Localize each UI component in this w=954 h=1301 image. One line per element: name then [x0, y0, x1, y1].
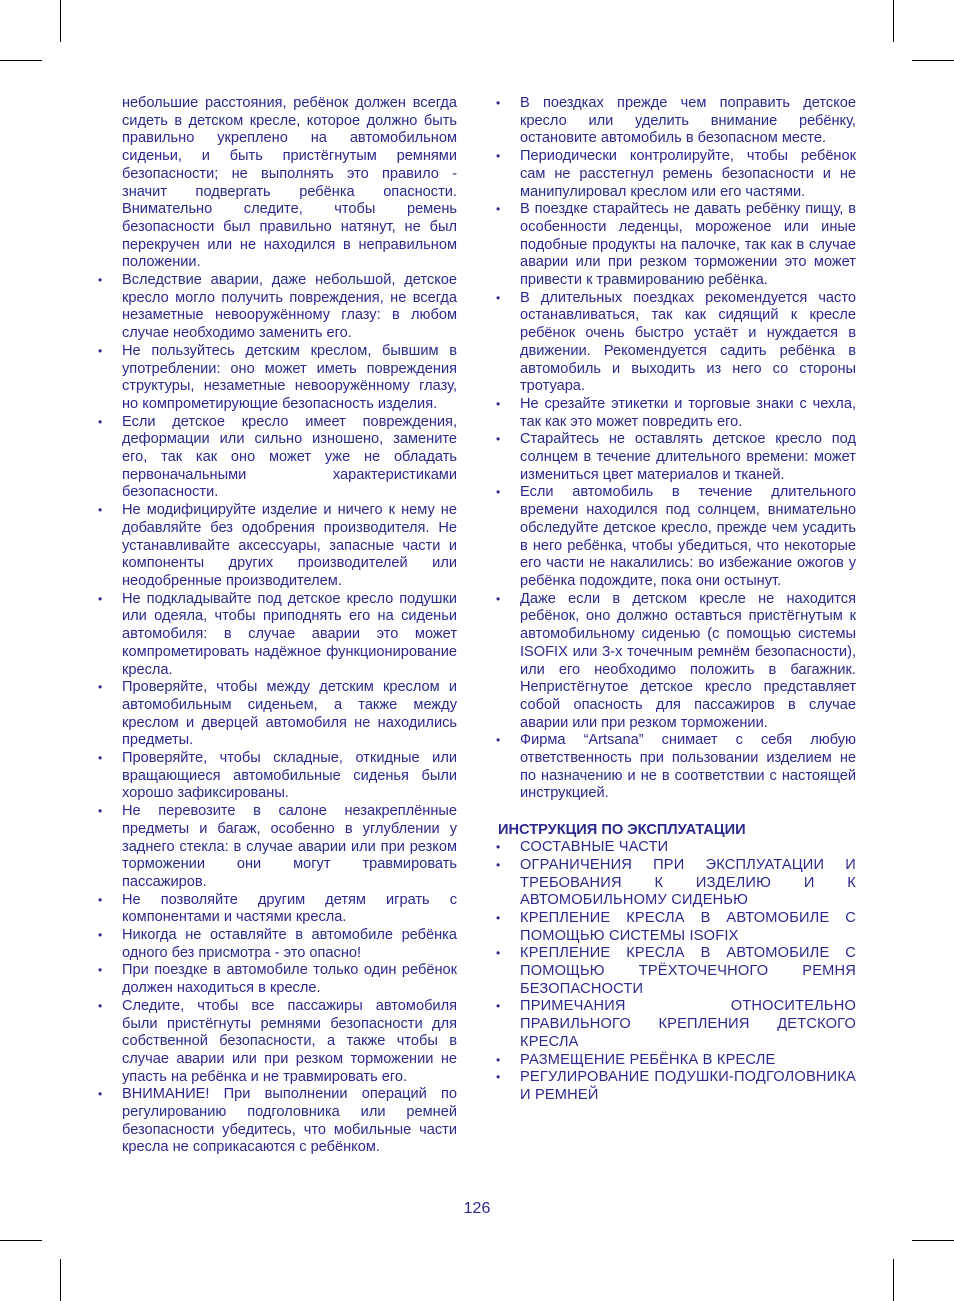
contents-item: • СОСТАВНЫЕ ЧАСТИ	[520, 839, 856, 857]
crop-mark-bottom-left-h	[0, 1240, 42, 1241]
left-column	[122, 95, 457, 1157]
contents-item: • РАЗМЕЩЕНИЕ РЕБЁНКА В КРЕСЛЕ	[520, 1052, 856, 1070]
list-item: • Не подкладывайте под детское кресло подушки или одеяла, чтобы приподнять его на сиденьи автомобиля: в случае аварии это может компрометировать надёжное функционирование кресла.	[122, 591, 457, 680]
right-column	[498, 95, 856, 1105]
contents-item: • РЕГУЛИРОВАНИЕ ПОДУШКИ-ПОДГОЛОВНИКА И РЕМНЕЙ	[520, 1069, 856, 1104]
list-item: • Не пользуйтесь детским креслом, бывшим в употреблении: оно может иметь повреждения структуры, незаметные невооружённому глазу, но компрометирующие безопасность изделия.	[122, 343, 457, 414]
list-item: • В поездке старайтесь не давать ребёнку пищу, в особенности леденцы, мороженое или иные подобные продукты на палочке, так как в случае аварии или при резком торможении это может привести к травмированию ребёнка.	[520, 201, 856, 290]
list-item: • Если детское кресло имеет повреждения, деформации или сильно изношено, замените его, так как оно может уже не обладать первоначальными характеристиками безопасности.	[122, 414, 457, 503]
list-item: • Не позволяйте другим детям играть с компонентами и частями кресла.	[122, 892, 457, 927]
list-item: • В длительных поездках рекомендуется часто останавливаться, так как сидящий к кресле ребёнок очень быстро устаёт и нуждается в движении. Рекомендуется садить ребёнка в автомобиль и выходить из него со стороны тротуара.	[520, 290, 856, 396]
list-item: • Никогда не оставляйте в автомобиле ребёнка одного без присмотра - это опасно!	[122, 927, 457, 962]
crop-mark-top-right-h	[912, 60, 954, 61]
contents-item: • КРЕПЛЕНИЕ КРЕСЛА В АВТОМОБИЛЕ С ПОМОЩЬЮ СИСТЕМЫ ISOFIX	[520, 910, 856, 945]
contents-list	[520, 839, 856, 1105]
right-bullet-list	[520, 95, 856, 803]
left-bullet-list	[122, 272, 457, 1157]
list-item: • Старайтесь не оставлять детское кресло под солнцем в течение длительного времени: может измениться цвет материалов и тканей.	[520, 431, 856, 484]
list-item: • Следите, чтобы все пассажиры автомобиля были пристёгнуты ремнями безопасности для собственной безопасности, а также чтобы в случае аварии или при резком торможении не упасть на ребёнка и не травмировать его.	[122, 998, 457, 1087]
contents-item: • КРЕПЛЕНИЕ КРЕСЛА В АВТОМОБИЛЕ С ПОМОЩЬЮ ТРЁХТОЧЕЧНОГО РЕМНЯ БЕЗОПАСНОСТИ	[520, 945, 856, 998]
list-item: • Не срезайте этикетки и торговые знаки с чехла, так как это может повредить его.	[520, 396, 856, 431]
list-item: • Проверяйте, чтобы между детским креслом и автомобильным сиденьем, а также между креслом и дверцей автомобиля не находились предметы.	[122, 679, 457, 750]
list-item: • Проверяйте, чтобы складные, откидные или вращающиеся автомобильные сиденья были хорошо зафиксированы.	[122, 750, 457, 803]
list-item: • В поездках прежде чем поправить детское кресло или уделить внимание ребёнку, остановите автомобиль в безопасном месте.	[520, 95, 856, 148]
crop-mark-top-left-h	[0, 60, 42, 61]
list-item: • Даже если в детском кресле не находится ребёнок, оно должно оставться пристёгнутым к автомобильному сиденью (с помощью системы ISOFIX или 3-х точечным ремнём безопасности), или его необходимо положить в багажник. Непристёгнутое детское кресло представляет собой опасность для пассажиров в случае аварии или при резком торможении.	[520, 591, 856, 733]
list-item: • При поездке в автомобиле только один ребёнок должен находиться в кресле.	[122, 962, 457, 997]
crop-mark-bottom-right-v	[893, 1259, 894, 1301]
list-item: • ВНИМАНИЕ! При выполнении операций по регулированию подголовника или ремней безопасности убедитесь, что мобильные части кресла не соприкасаются с ребёнком.	[122, 1086, 457, 1157]
contents-item: • ОГРАНИЧЕНИЯ ПРИ ЭКСПЛУАТАЦИИ И ТРЕБОВАНИЯ К ИЗДЕЛИЮ И К АВТОМОБИЛЬНОМУ СИДЕНЬЮ	[520, 857, 856, 910]
list-item: • Если автомобиль в течение длительного времени находился под солнцем, внимательно обследуйте детское кресло, прежде чем усадить в него ребёнка, чтобы убедиться, что некоторые его части не накалились: во избежание ожогов у ребёнка подождите, пока они остынут.	[520, 484, 856, 590]
list-item: • Не перевозите в салоне незакреплённые предметы и багаж, особенно в углублении у заднего стекла: в случае аварии или при резком торможении они могут травмировать пассажиров.	[122, 803, 457, 892]
contents-item: • ПРИМЕЧАНИЯ ОТНОСИТЕЛЬНО ПРАВИЛЬНОГО КРЕПЛЕНИЯ ДЕТСКОГО КРЕСЛА	[520, 998, 856, 1051]
list-item: • Вследствие аварии, даже небольшой, детское кресло могло получить повреждения, не всегда незаметные невооружённому глазу: в любом случае необходимо заменить его.	[122, 272, 457, 343]
list-item: • Периодически контролируйте, чтобы ребёнок сам не расстегнул ремень безопасности и не манипулировал креслом или его частями.	[520, 148, 856, 201]
section-title: ИНСТРУКЦИЯ ПО ЭКСПЛУАТАЦИИ	[498, 822, 746, 839]
crop-mark-bottom-left-v	[60, 1259, 61, 1301]
crop-mark-top-left-v	[60, 0, 61, 42]
list-item: • Фирма “Artsana” снимает с себя любую ответственность при пользовании изделием не по назначению и не в соответствии с настоящей инструкцией.	[520, 732, 856, 803]
page-number: 126	[463, 1200, 491, 1217]
crop-mark-bottom-right-h	[912, 1240, 954, 1241]
list-item: • Не модифицируйте изделие и ничего к нему не добавляйте без одобрения производителя. Не устанавливайте аксессуары, запасные части и компоненты других производителей или неодобренные производителем.	[122, 502, 457, 591]
crop-mark-top-right-v	[893, 0, 894, 42]
intro-paragraph: небольшие расстояния, ребёнок должен всегда сидеть в детском кресле, которое должно быть правильно укреплено на автомобильном сиденьи, и быть пристёгнутым ремнями безопасности; не выполнять это правило - значит подвергать ребёнка опасности. Внимательно следите, чтобы ремень безопасности был правильно натянут, не был перекручен или не находился в неправильном положении.	[122, 95, 457, 271]
